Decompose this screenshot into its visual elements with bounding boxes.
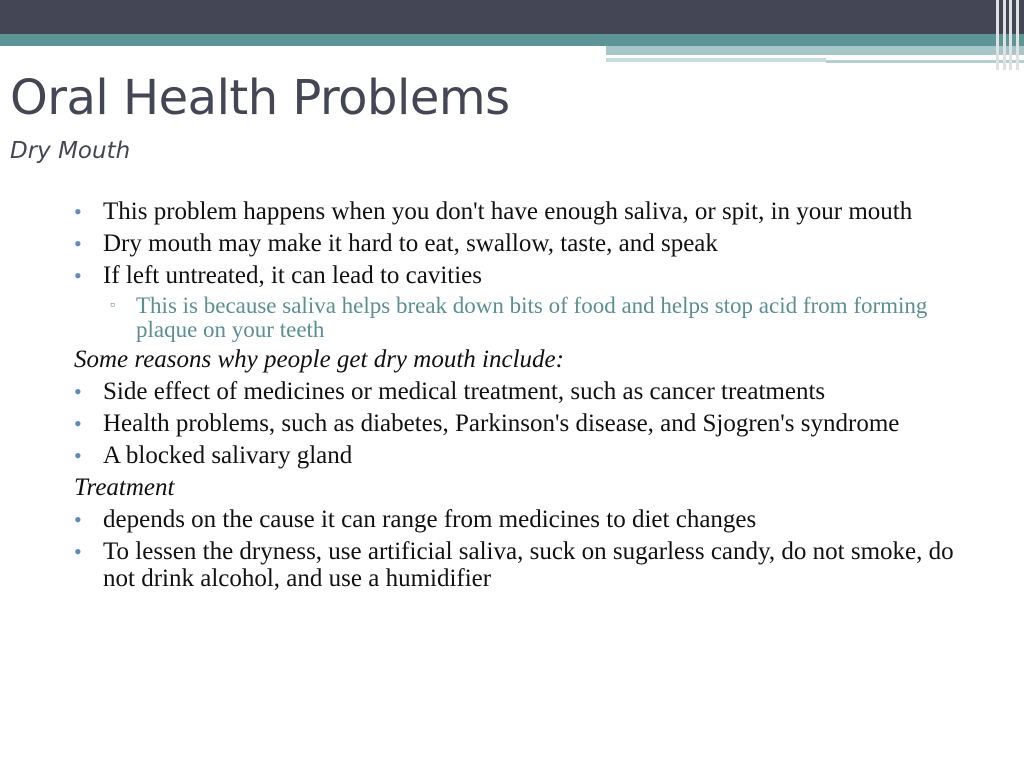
section-heading-reasons: Some reasons why people get dry mouth include: [74,346,564,373]
slide-subtitle: Dry Mouth [10,138,131,164]
bullet-item [74,198,974,225]
bullet-item [74,262,974,289]
top-light-bar-2 [606,58,826,62]
decorative-stripes [992,0,1024,70]
slide-content [74,198,974,597]
bullet-item [74,538,974,592]
section-heading-treatment: Treatment [74,474,175,501]
bullet-dot: • [74,263,82,288]
bullet-text: A blocked salivary gland [103,442,353,469]
stripe [1009,0,1012,70]
top-teal-bar [0,34,1024,46]
bullet-item [74,378,974,405]
bullet-text: Dry mouth may make it hard to eat, swallow, taste, and speak [103,230,718,257]
bullet-dot: • [74,379,82,404]
sub-bullet-item [74,294,974,342]
stripe [1016,0,1019,70]
top-thin-line [606,55,946,57]
slide-title: Oral Health Problems [10,70,510,126]
sub-bullet-dot: ▫ [110,298,115,313]
bullet-text: This problem happens when you don't have enough saliva, or spit, in your mouth [103,198,913,225]
bullet-dot: • [74,539,82,564]
bullet-dot: • [74,443,82,468]
bullet-dot: • [74,199,82,224]
bullet-text: Side effect of medicines or medical treatment, such as cancer treatments [103,378,826,405]
bullet-item [74,410,974,437]
bullet-item [74,442,974,469]
bullet-item [74,506,974,533]
sub-bullet-text: This is because saliva helps break down bits of food and helps stop acid from forming plaque on your teeth [136,293,928,342]
stripe [996,0,999,70]
bullet-dot: • [74,231,82,256]
bullet-text: If left untreated, it can lead to cavities [103,262,482,289]
bullet-item [74,230,974,257]
top-light-bar [606,46,1024,55]
top-dark-bar [0,0,1024,34]
bullet-text: depends on the cause it can range from medicines to diet changes [103,506,757,533]
stripe [1003,0,1006,70]
bullet-dot: • [74,507,82,532]
bullet-text: To lessen the dryness, use artificial saliva, suck on sugarless candy, do not smoke, do not drink alcohol, and use a humidifier [103,538,954,592]
bullet-text: Health problems, such as diabetes, Parkinson's disease, and Sjogren's syndrome [103,410,900,437]
bullet-dot: • [74,411,82,436]
